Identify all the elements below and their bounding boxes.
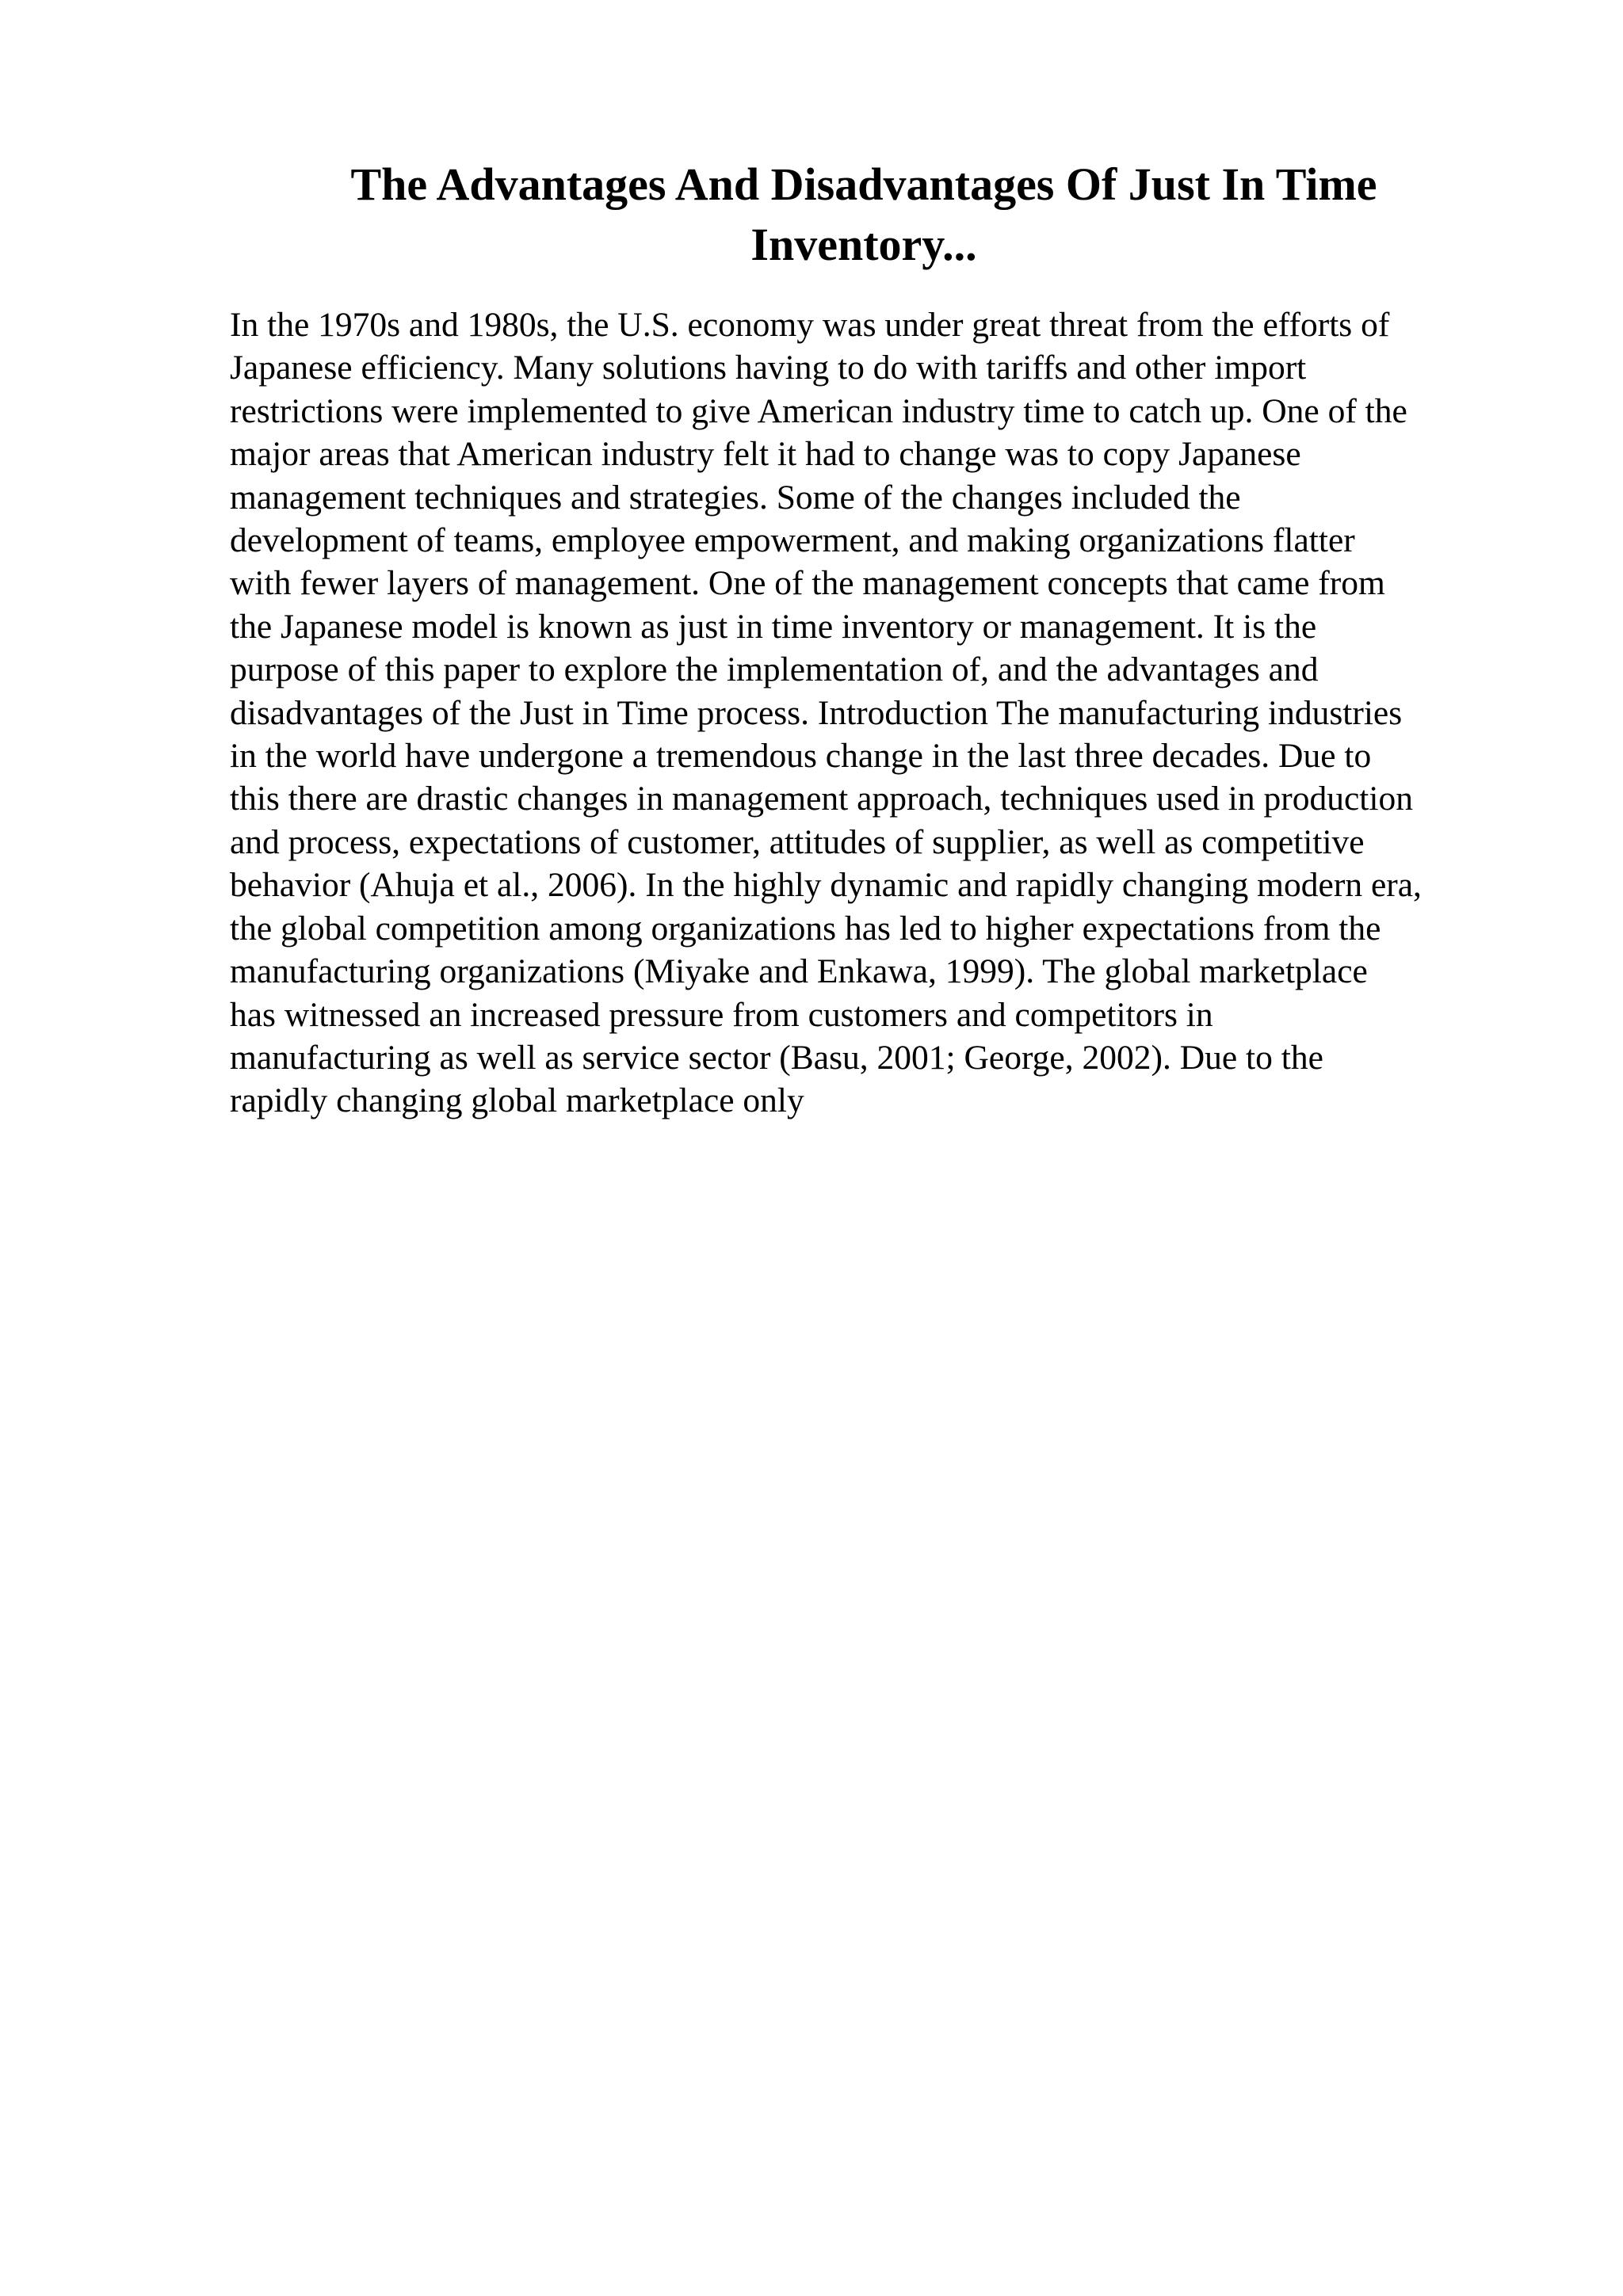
body-line: In the 1970s and 1980s, the U.S. economy was under great threat from the efforts of (230, 306, 1390, 344)
document-title (230, 154, 1498, 275)
body-line: in the world have undergone a tremendous change in the last three decades. Due to (230, 737, 1372, 776)
body-line: the global competition among organizations has led to higher expectations from the (230, 909, 1381, 948)
body-line: purpose of this paper to explore the implementation of, and the advantages and (230, 650, 1319, 689)
body-line: Japanese efficiency. Many solutions having to do with tariffs and other import (230, 349, 1307, 387)
body-line: rapidly changing global marketplace only (230, 1081, 804, 1120)
body-line: the Japanese model is known as just in time inventory or management. It is the (230, 607, 1317, 646)
body-line: behavior (Ahuja et al., 2006). In the highly dynamic and rapidly changing modern era, (230, 866, 1422, 905)
document-body (230, 303, 1514, 1123)
body-line: development of teams, employee empowerment, and making organizations flatter (230, 521, 1355, 560)
body-line: major areas that American industry felt it had to change was to copy Japanese (230, 435, 1301, 474)
title-line: Inventory... (750, 219, 977, 270)
body-line: manufacturing as well as service sector (Basu, 2001; George, 2002). Due to the (230, 1038, 1323, 1077)
body-line: restrictions were implemented to give American industry time to catch up. One of the (230, 391, 1407, 430)
body-line: and process, expectations of customer, attitudes of supplier, as well as competitive (230, 822, 1365, 861)
body-line: management techniques and strategies. Some of the changes included the (230, 478, 1241, 517)
body-line: has witnessed an increased pressure from customers and competitors in (230, 995, 1213, 1034)
body-line: this there are drastic changes in management approach, techniques used in production (230, 780, 1413, 818)
title-line: The Advantages And Disadvantages Of Just In Time (350, 158, 1377, 210)
body-line: with fewer layers of management. One of the management concepts that came from (230, 564, 1385, 603)
body-line: disadvantages of the Just in Time process. Introduction The manufacturing industries (230, 693, 1403, 732)
body-line: manufacturing organizations (Miyake and Enkawa, 1999). The global marketplace (230, 952, 1368, 991)
